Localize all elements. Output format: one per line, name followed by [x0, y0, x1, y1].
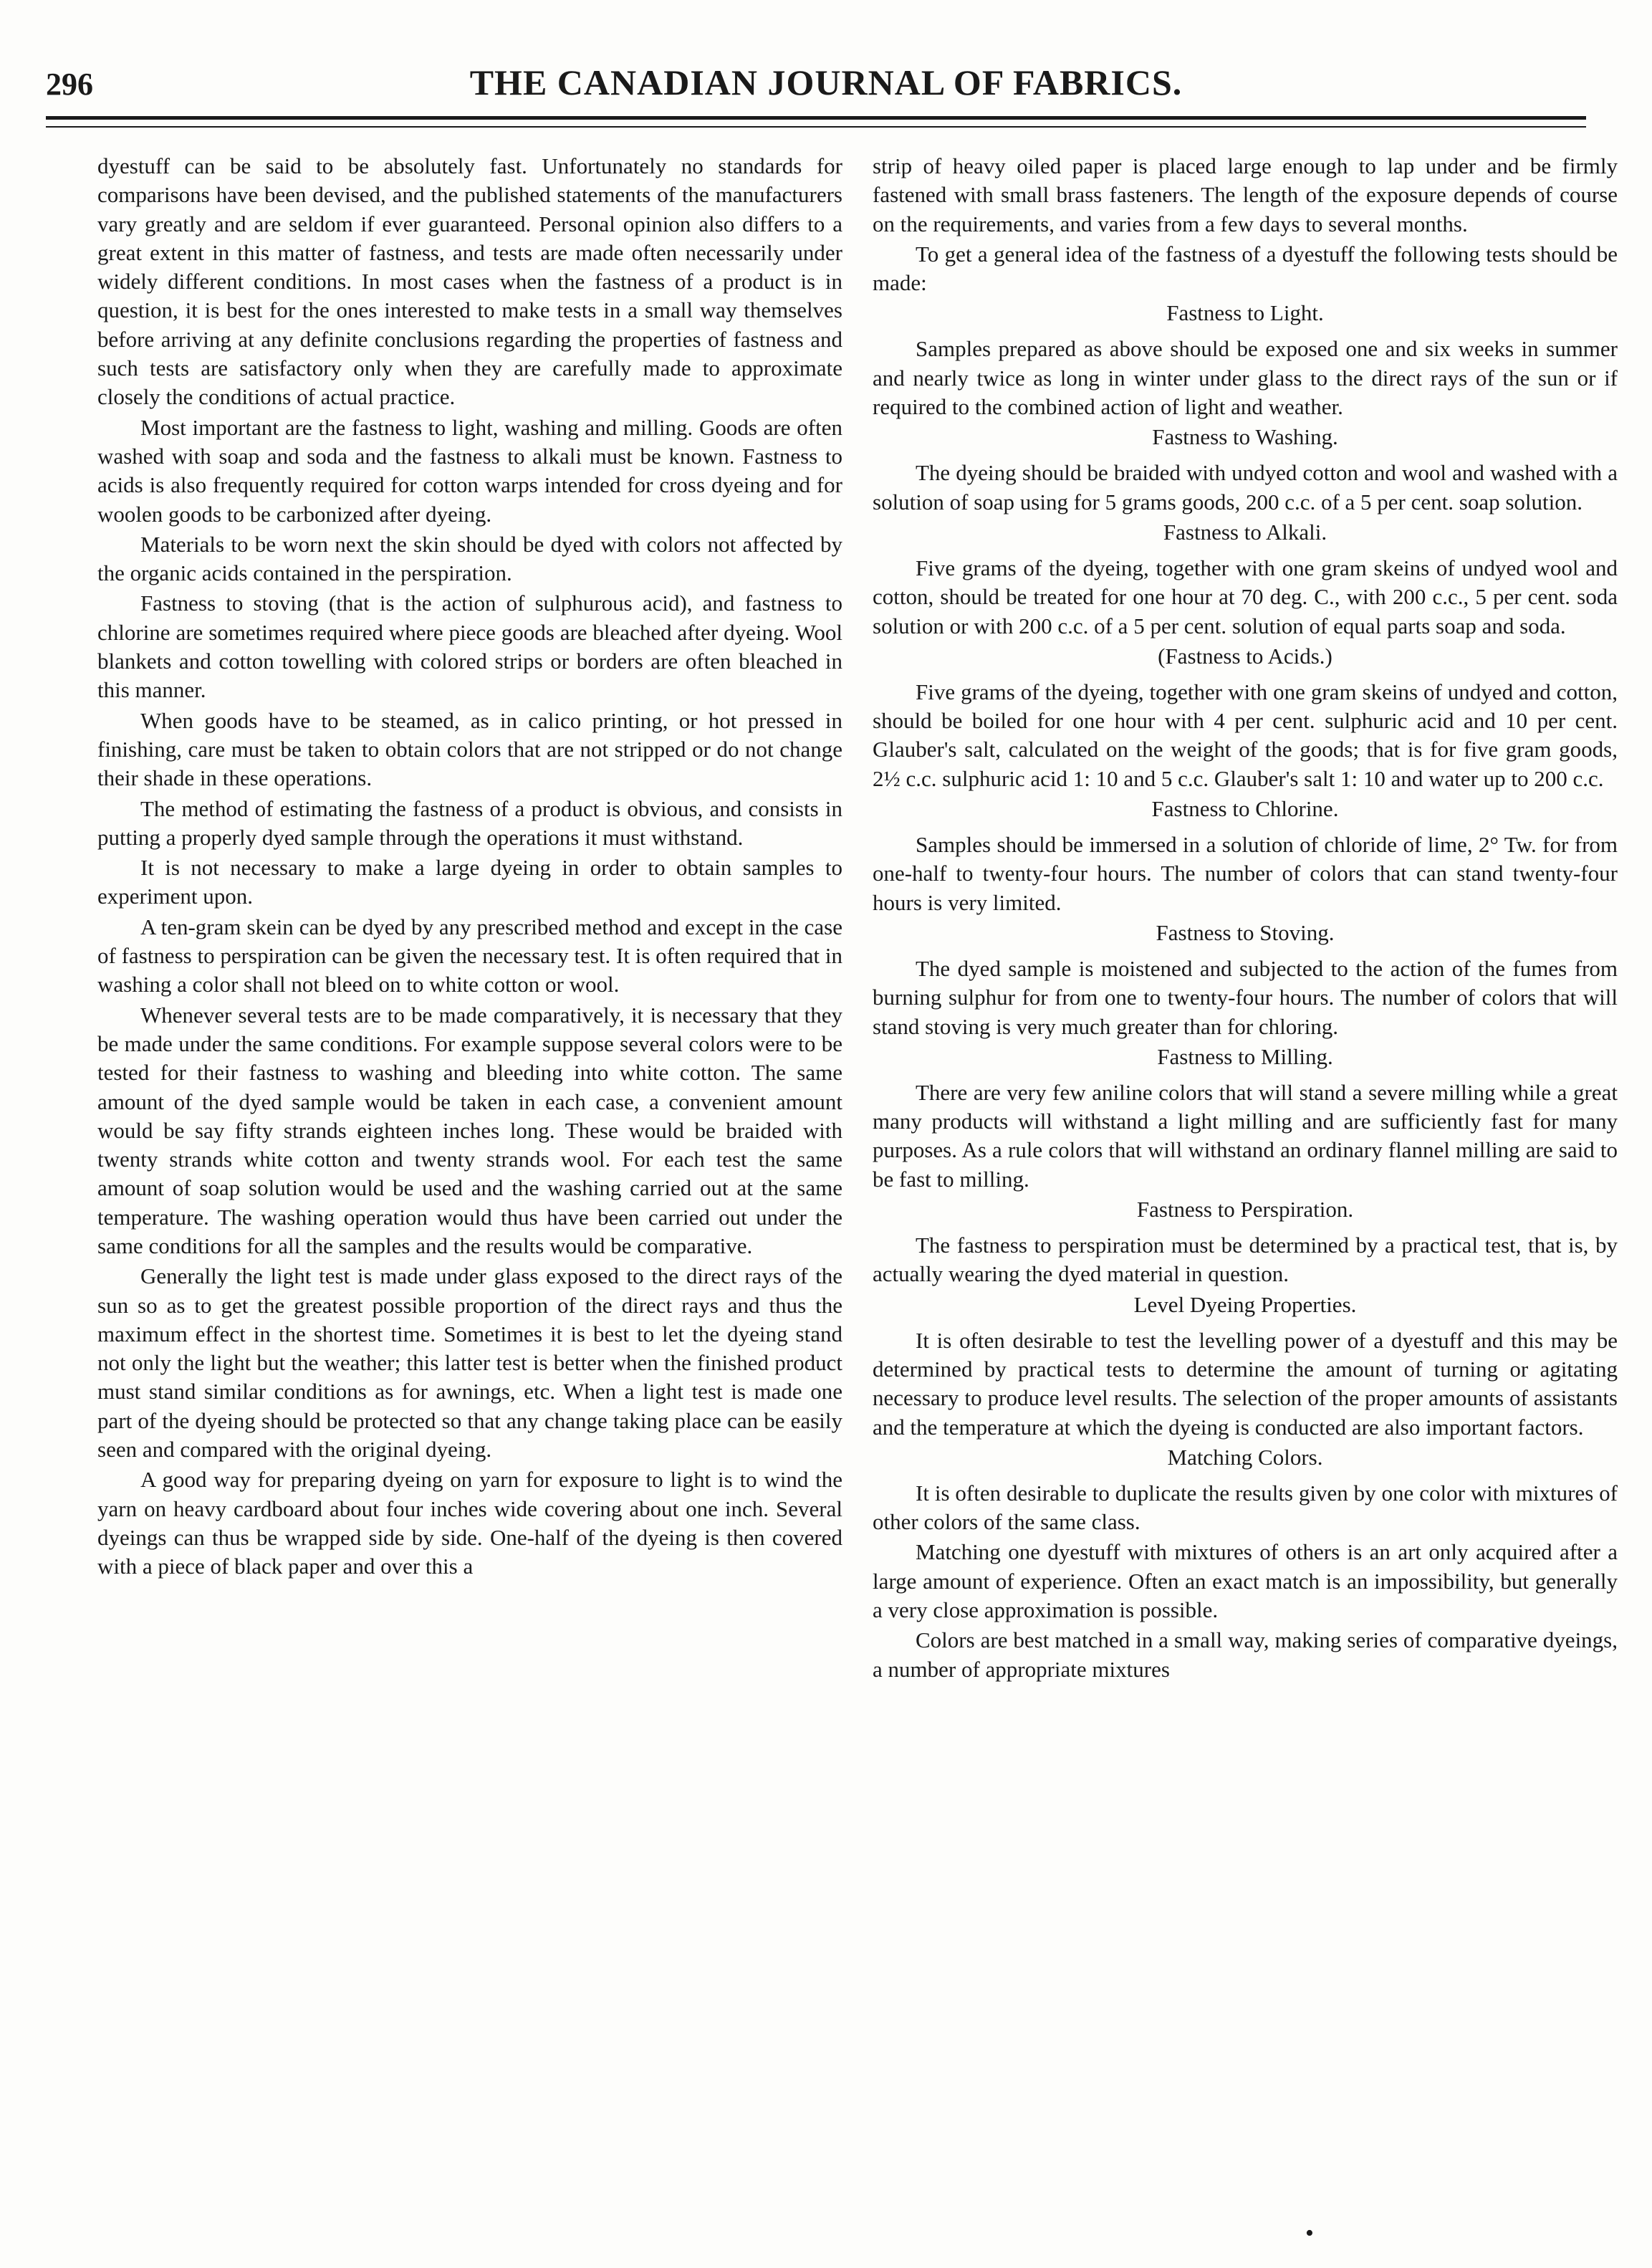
body-paragraph: The method of estimating the fastness of a product is obvious, and consists in putting a properly dyed sample through the operations it must withstand. — [97, 795, 842, 850]
page-number: 296 — [46, 67, 93, 102]
body-paragraph: dyestuff can be said to be absolutely fast. Unfortunately no standards for comparisons have been devised, and the published statements of the manufacturers vary greatly and are seldom if ever guaranteed. Personal opinion also differs to a great extent in this matter of fastness, and tests are made often necessarily under widely different conditions. In most cases when the fastness of a product is in question, it is best for the ones interested to make tests in a small way themselves before arriving at any definite conclusions regarding the properties of fastness and such tests are satisfactory only when they are carefully made to approximate closely the conditions of actual practice. — [97, 153, 842, 410]
body-paragraph: A ten-gram skein can be dyed by any prescribed method and except in the case of fastness to perspiration can be given the necessary test. It is often required that in washing a color shall not bleed on to white cotton or wool. — [97, 914, 842, 997]
body-paragraph: Five grams of the dyeing, together with one gram skeins of undyed and cotton, should be boiled for one hour with 4 per cent. sulphuric acid and 10 per cent. Glauber's salt, calculated on the weight of the goods; that is for five gram goods, 2½ c.c. sulphuric acid 1: 10 and 5 c.c. Glauber's salt 1: 10 and water up to 200 c.c. — [873, 679, 1618, 791]
body-paragraph: Fastness to stoving (that is the action of sulphurous acid), and fastness to chlorine are sometimes required where piece goods are bleached after dyeing. Wool blankets and cotton towelling with colored strips or borders are often bleached in this manner. — [97, 590, 842, 703]
body-paragraph: Five grams of the dyeing, together with one gram skeins of undyed wool and cotton, should be treated for one hour at 70 deg. C., with 200 c.c., 5 per cent. soda solution or with 200 c.c. of a 5 per cent. solution of equal parts soap and soda. — [873, 555, 1618, 638]
body-paragraph: It is not necessary to make a large dyeing in order to obtain samples to experiment upon. — [97, 855, 842, 909]
body-paragraph: strip of heavy oiled paper is placed large enough to lap under and be firmly fastened with small brass fasteners. The length of the exposure depends of course on the requirements, and varies from a few days to several months. — [873, 153, 1618, 236]
body-paragraph: Whenever several tests are to be made comparatively, it is necessary that they be made under the same conditions. For example suppose several colors were to be tested for their fastness to washing and bleeding into white cotton. The same amount of the dyed sample would be taken in each case, a convenient amount would be say fifty strands eighteen inches long. These would be braided with twenty strands white cotton and twenty strands wool. For each test the same amount of soap solution would be used and the washing carried out at the same temperature. The washing operation would thus have been carried out under the same conditions for all the samples and the results would be comparative. — [97, 1002, 842, 1258]
body-paragraph: Most important are the fastness to light, washing and milling. Goods are often washed with soap and soda and the fastness to alkali must be known. Fastness to acids is also frequently required for cotton warps intended for cross dyeing and for woolen goods to be carbonized after dyeing. — [97, 414, 842, 527]
body-paragraph: Colors are best matched in a small way, making series of comparative dyeings, a number of appropriate mixtures — [873, 1627, 1618, 1682]
section-heading: Fastness to Washing. — [1152, 424, 1338, 450]
body-paragraph: There are very few aniline colors that will stand a severe milling while a great many products will withstand a light milling and are sufficiently fast for many purposes. As a rule colors that will withstand an ordinary flannel milling are said to be fast to milling. — [873, 1079, 1618, 1192]
body-paragraph: It is often desirable to duplicate the results given by one color with mixtures of other colors of the same class. — [873, 1480, 1618, 1535]
header-rule-thin — [46, 126, 1586, 128]
body-paragraph: The fastness to perspiration must be determined by a practical test, that is, by actually wearing the dyed material in question. — [873, 1233, 1618, 1287]
section-heading: Fastness to Stoving. — [1156, 919, 1335, 945]
section-heading: Fastness to Milling. — [1157, 1043, 1333, 1069]
body-paragraph: When goods have to be steamed, as in calico printing, or hot pressed in finishing, care must be taken to obtain colors that are not stripped or do not change their shade in these operations. — [97, 707, 842, 791]
section-heading: Fastness to Light. — [1166, 300, 1324, 326]
body-paragraph: The dyed sample is moistened and subjected to the action of the fumes from burning sulphur for from one to twenty-four hours. The number of colors that will stand stoving is very much greater than for chloring. — [873, 955, 1618, 1039]
header-rule-thick — [46, 116, 1586, 120]
body-paragraph: Samples should be immersed in a solution of chloride of lime, 2° Tw. for from one-half to twenty-four hours. The number of colors that can stand twenty-four hours is very limited. — [873, 832, 1618, 915]
section-heading: Fastness to Alkali. — [1163, 519, 1327, 545]
right-column — [873, 152, 1618, 1685]
body-paragraph: Samples prepared as above should be exposed one and six weeks in summer and nearly twice as long in winter under glass to the direct rays of the sun or if required to the combined action of light and weather. — [873, 336, 1618, 420]
left-column — [97, 152, 842, 1583]
body-paragraph: A good way for preparing dyeing on yarn for exposure to light is to wind the yarn on heavy cardboard about four inches wide covering about one inch. Several dyeings can thus be wrapped side by side. One-half of the dyeing is then covered with a piece of black paper and over this a — [97, 1467, 842, 1579]
section-heading: Fastness to Perspiration. — [1136, 1197, 1354, 1222]
section-heading: (Fastness to Acids.) — [1158, 643, 1332, 669]
footer-mark: • — [1305, 2220, 1314, 2247]
body-paragraph: Materials to be worn next the skin should be dyed with colors not affected by the organic acids contained in the perspiration. — [97, 531, 842, 586]
body-paragraph: Generally the light test is made under glass exposed to the direct rays of the sun so as to get the greatest possible proportion of the direct rays and thus the maximum effect in the shortest time. Sometimes it is best to let the dyeing stand not only the light but the weather; this latter test is better when the finished product must stand similar conditions as for awnings, etc. When a light test is made one part of the dyeing should be protected so that any change taking place can be easily seen and compared with the original dyeing. — [97, 1263, 842, 1463]
running-head: THE CANADIAN JOURNAL OF FABRICS. — [469, 62, 1183, 102]
body-paragraph: It is often desirable to test the levelling power of a dyestuff and this may be determined by practical tests to determine the amount of turning or agitating necessary to produce level results. The selection of the proper amounts of assistants and the temperature at which the dyeing is conducted are also important factors. — [873, 1327, 1618, 1440]
section-heading: Matching Colors. — [1167, 1444, 1323, 1470]
body-paragraph: The dyeing should be braided with undyed cotton and wool and washed with a solution of soap using for 5 grams goods, 200 c.c. of a 5 per cent. soap solution. — [873, 460, 1618, 515]
section-heading: Fastness to Chlorine. — [1151, 796, 1339, 822]
section-heading: Level Dyeing Properties. — [1133, 1291, 1357, 1317]
body-paragraph: To get a general idea of the fastness of a dyestuff the following tests should be made: — [873, 241, 1618, 296]
body-paragraph: Matching one dyestuff with mixtures of others is an art only acquired after a large amount of experience. Often an exact match is an impossibility, but generally a very close approximation is possible. — [873, 1539, 1618, 1622]
